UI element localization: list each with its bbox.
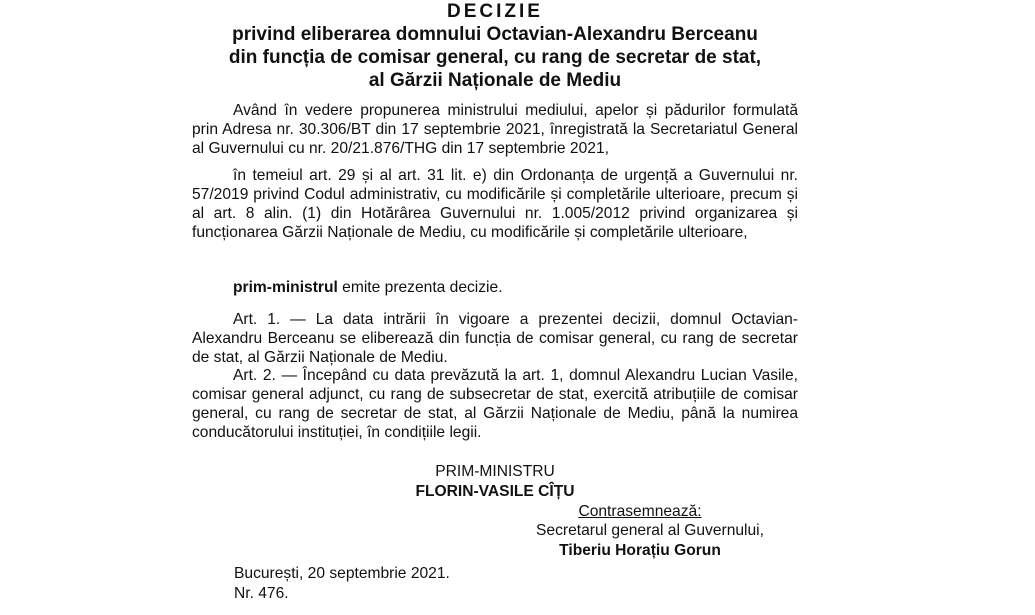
title-line-3: al Gărzii Naționale de Mediu (368, 70, 622, 91)
issuer-text: emite prezenta decizie. (337, 279, 503, 296)
title-line-2: din funcția de comisar general, cu rang de secretar de stat, (228, 47, 762, 68)
countersigner-name: Tiberiu Horațiu Gorun (559, 542, 721, 559)
article-1: Art. 1. — La data intrării în vigoare a prezentei decizii, domnul Octavian-Alexandru Berceanu se eliberează din funcția de comisar general, cu rang de secretar de stat, al Gărzii Naționale de Mediu. (192, 311, 798, 366)
decision-issuer-paragraph (192, 278, 798, 297)
decision-number: Nr. 476. (234, 585, 289, 602)
place-and-date: București, 20 septembrie 2021. (234, 565, 450, 582)
preamble-paragraph-2: în temeiul art. 29 și al art. 31 lit. e) din Ordonanța de urgență a Guvernului nr. 57/2019 privind Codul administrativ, cu modificările și completările ulterioare, precum și al art. 8 alin. (1) din Hotărârea Guvernului nr. 1.005/2012 privind organizarea și funcționarea Gărzii Naționale de Mediu, cu modificările și completările ulterioare, (192, 167, 798, 241)
issuer-label: prim-ministrul (233, 279, 338, 296)
countersign-label: Contrasemnează: (578, 503, 702, 520)
countersigner-role: Secretarul general al Guvernului, (536, 522, 764, 539)
signatory-name: FLORIN-VASILE CÎȚU (415, 483, 575, 500)
title-line-1: privind eliberarea domnului Octavian-Alexandru Berceanu (232, 24, 758, 45)
preamble-paragraph-1: Având în vedere propunerea ministrului mediului, apelor și pădurilor formulată prin Adresa nr. 30.306/BT din 17 septembrie 2021, înregistrată la Secretariatul General al Guvernului cu nr. 20/21.876/THG din 17 septembrie 2021, (192, 102, 798, 157)
document-heading: DECIZIE (447, 1, 543, 22)
signatory-role: PRIM-MINISTRU (435, 463, 555, 480)
article-2: Art. 2. — Începând cu data prevăzută la art. 1, domnul Alexandru Lucian Vasile, comisar general adjunct, cu rang de subsecretar de stat, exercită atribuțiile de comisar general, cu rang de secretar de stat, al Gărzii Naționale de Mediu, până la numirea conducătorului instituției, în condițiile legii. (192, 367, 798, 441)
